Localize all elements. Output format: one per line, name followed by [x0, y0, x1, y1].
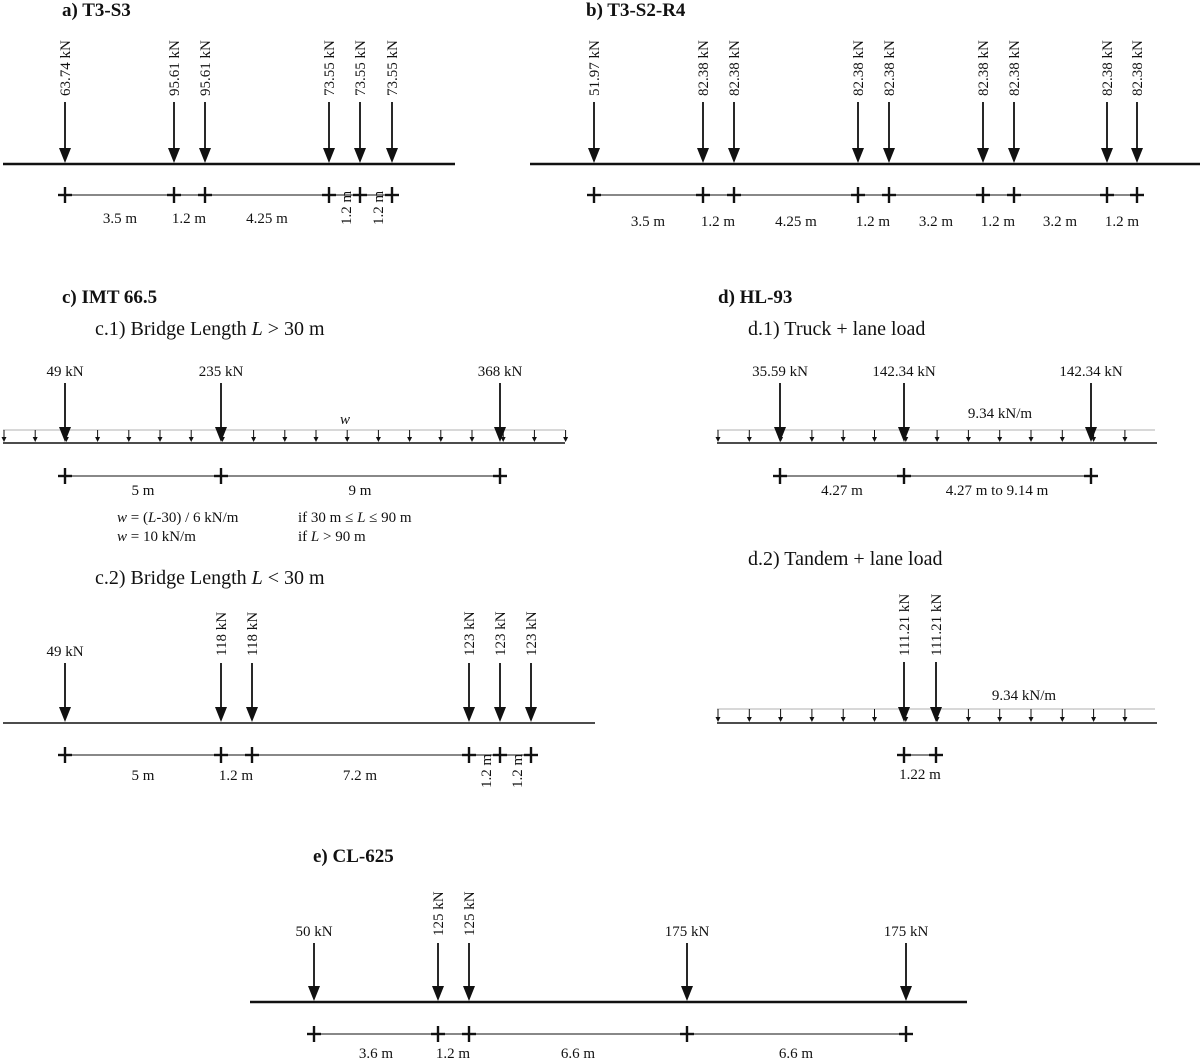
- load-label: 82.38 kN: [1100, 40, 1116, 96]
- arrowhead-icon: [997, 437, 1002, 442]
- arrowhead-icon: [563, 437, 568, 442]
- arrowhead-icon: [930, 707, 942, 722]
- dimension-label: 1.2 m: [1104, 214, 1140, 230]
- arrowhead-icon: [1101, 148, 1113, 163]
- formula-condition: if L > 90 m: [298, 529, 366, 545]
- load-label: 82.38 kN: [727, 40, 743, 96]
- load-label: 111.21 kN: [897, 593, 913, 656]
- arrowhead-icon: [407, 437, 412, 442]
- load-label: 51.97 kN: [587, 40, 603, 96]
- arrowhead-icon: [95, 437, 100, 442]
- dimension-line: [307, 1026, 913, 1060]
- arrowhead-icon: [525, 707, 537, 722]
- arrowhead-icon: [1060, 717, 1065, 722]
- arrowhead-icon: [977, 148, 989, 163]
- point-load: [493, 611, 509, 722]
- panel-a: [3, 0, 455, 227]
- arrowhead-icon: [33, 437, 38, 442]
- arrowhead-icon: [314, 437, 319, 442]
- dimension-label: 3.5 m: [630, 214, 666, 230]
- dimension-label: 3.5 m: [102, 211, 138, 227]
- point-load: [897, 594, 913, 722]
- dimension-label: 4.25 m: [775, 214, 817, 230]
- arrowhead-icon: [872, 717, 877, 722]
- arrowhead-icon: [681, 986, 693, 1001]
- dimension-line: [58, 468, 507, 499]
- point-load: [167, 40, 183, 163]
- dimension-label: 6.6 m: [560, 1046, 596, 1060]
- dimension-label: 6.6 m: [778, 1046, 814, 1060]
- arrowhead-icon: [883, 148, 895, 163]
- arrowhead-icon: [935, 437, 940, 442]
- arrowhead-icon: [251, 437, 256, 442]
- dimension-label: 1.2 m: [339, 190, 355, 225]
- arrowhead-icon: [1122, 437, 1127, 442]
- point-load: [214, 612, 230, 722]
- arrowhead-icon: [1029, 437, 1034, 442]
- load-label: 95.61 kN: [198, 40, 214, 96]
- arrowhead-icon: [308, 986, 320, 1001]
- point-load: [322, 40, 338, 163]
- point-load: [929, 594, 945, 722]
- point-load: [727, 40, 743, 163]
- load-label: 82.38 kN: [882, 40, 898, 96]
- distributed-load-label: 9.34 kN/m: [967, 406, 1033, 422]
- arrowhead-icon: [747, 437, 752, 442]
- arrowhead-icon: [1029, 717, 1034, 722]
- arrowhead-icon: [59, 707, 71, 722]
- arrowhead-icon: [900, 986, 912, 1001]
- arrowhead-icon: [323, 148, 335, 163]
- dimension-label: 1.2 m: [700, 214, 736, 230]
- arrowhead-icon: [59, 148, 71, 163]
- arrowhead-icon: [1060, 437, 1065, 442]
- panel-subtitle: d.2) Tandem + lane load: [748, 548, 943, 570]
- load-label: 82.38 kN: [1130, 40, 1146, 96]
- load-label: 82.38 kN: [696, 40, 712, 96]
- panel-title: d) HL-93: [718, 287, 793, 308]
- load-label: 118 kN: [245, 611, 261, 656]
- arrowhead-icon: [588, 148, 600, 163]
- dimension-line: [587, 187, 1144, 230]
- arrowhead-icon: [215, 427, 227, 442]
- point-load: [462, 891, 478, 1001]
- arrowhead-icon: [126, 437, 131, 442]
- arrowhead-icon: [997, 717, 1002, 722]
- load-label: 82.38 kN: [976, 40, 992, 96]
- load-label: 368 kN: [477, 364, 523, 380]
- dimension-line: [58, 747, 538, 788]
- dimension-label: 9 m: [348, 483, 372, 499]
- panel-subtitle: c.2) Bridge Length L < 30 m: [95, 567, 325, 589]
- arrowhead-icon: [354, 148, 366, 163]
- load-label: 175 kN: [664, 924, 710, 940]
- dimension-label: 4.27 m to 9.14 m: [945, 483, 1049, 499]
- formula-condition: if 30 m ≤ L ≤ 90 m: [298, 510, 412, 526]
- load-label: 125 kN: [462, 891, 478, 936]
- formula-expression: w = 10 kN/m: [117, 529, 196, 545]
- load-label: 123 kN: [462, 611, 478, 656]
- arrowhead-icon: [282, 437, 287, 442]
- point-load: [58, 40, 74, 163]
- arrowhead-icon: [215, 707, 227, 722]
- arrowhead-icon: [898, 707, 910, 722]
- distributed-load-label: w: [339, 412, 351, 428]
- dimension-label: 4.27 m: [821, 483, 863, 499]
- arrowhead-icon: [872, 437, 877, 442]
- arrowhead-icon: [966, 717, 971, 722]
- panel-b: [530, 0, 1200, 230]
- dimension-label: 5 m: [131, 768, 155, 784]
- load-label: 49 kN: [46, 364, 84, 380]
- load-label: 142.34 kN: [872, 364, 936, 380]
- point-load: [46, 644, 83, 722]
- load-label: 63.74 kN: [58, 40, 74, 96]
- dimension-label: 1.2 m: [479, 753, 495, 788]
- load-label: 235 kN: [198, 364, 244, 380]
- dimension-line: [58, 187, 399, 227]
- dimension-line: [773, 468, 1098, 499]
- arrowhead-icon: [728, 148, 740, 163]
- point-load: [696, 40, 712, 163]
- arrowhead-icon: [158, 437, 163, 442]
- load-label: 125 kN: [431, 891, 447, 936]
- load-label: 73.55 kN: [322, 40, 338, 96]
- arrowhead-icon: [898, 427, 910, 442]
- arrowhead-icon: [432, 986, 444, 1001]
- arrowhead-icon: [59, 427, 71, 442]
- load-label: 49 kN: [46, 644, 84, 660]
- point-load: [462, 611, 478, 722]
- distributed-load-label: 9.34 kN/m: [991, 688, 1057, 704]
- load-label: 123 kN: [493, 611, 509, 656]
- formula-expression: w = (L-30) / 6 kN/m: [117, 510, 239, 526]
- panel-d2: [716, 548, 1158, 783]
- load-label: 82.38 kN: [851, 40, 867, 96]
- point-load: [353, 40, 369, 163]
- panel-title: c) IMT 66.5: [62, 287, 158, 308]
- load-label: 50 kN: [295, 924, 333, 940]
- point-load: [1130, 40, 1146, 163]
- arrowhead-icon: [532, 437, 537, 442]
- panel-c2: [3, 567, 595, 788]
- arrowhead-icon: [376, 437, 381, 442]
- panel-subtitle: d.1) Truck + lane load: [748, 318, 926, 340]
- dimension-label: 1.2 m: [855, 214, 891, 230]
- dimension-label: 5 m: [131, 483, 155, 499]
- dimension-line: [897, 747, 943, 783]
- panel-c1: [2, 287, 569, 545]
- dimension-label: 1.2 m: [980, 214, 1016, 230]
- load-label: 82.38 kN: [1007, 40, 1023, 96]
- arrowhead-icon: [199, 148, 211, 163]
- point-load: [1100, 40, 1116, 163]
- point-load: [385, 40, 401, 163]
- panel-e: [250, 846, 967, 1060]
- arrowhead-icon: [386, 148, 398, 163]
- point-load: [587, 40, 603, 163]
- arrowhead-icon: [778, 717, 783, 722]
- arrowhead-icon: [747, 717, 752, 722]
- arrowhead-icon: [438, 437, 443, 442]
- arrowhead-icon: [1131, 148, 1143, 163]
- point-load: [884, 924, 929, 1001]
- load-label: 111.21 kN: [929, 593, 945, 656]
- arrowhead-icon: [809, 717, 814, 722]
- arrowhead-icon: [2, 437, 7, 442]
- arrowhead-icon: [841, 437, 846, 442]
- arrowhead-icon: [1008, 148, 1020, 163]
- arrowhead-icon: [345, 437, 350, 442]
- arrowhead-icon: [246, 707, 258, 722]
- point-load: [524, 611, 540, 722]
- load-label: 73.55 kN: [353, 40, 369, 96]
- arrowhead-icon: [852, 148, 864, 163]
- arrowhead-icon: [774, 427, 786, 442]
- dimension-label: 7.2 m: [342, 768, 378, 784]
- point-load: [665, 924, 710, 1001]
- dimension-label: 3.6 m: [358, 1046, 394, 1060]
- arrowhead-icon: [1085, 427, 1097, 442]
- arrowhead-icon: [841, 717, 846, 722]
- dimension-label: 3.2 m: [1042, 214, 1078, 230]
- arrowhead-icon: [189, 437, 194, 442]
- point-load: [882, 40, 898, 163]
- arrowhead-icon: [168, 148, 180, 163]
- point-load: [1007, 40, 1023, 163]
- arrowhead-icon: [1122, 717, 1127, 722]
- panel-title: b) T3-S2-R4: [586, 0, 686, 21]
- load-label: 35.59 kN: [752, 364, 808, 380]
- arrowhead-icon: [716, 437, 721, 442]
- load-label: 118 kN: [214, 611, 230, 656]
- arrowhead-icon: [494, 707, 506, 722]
- distributed-load: [2, 412, 569, 442]
- load-label: 73.55 kN: [385, 40, 401, 96]
- point-load: [245, 612, 261, 722]
- arrowhead-icon: [809, 437, 814, 442]
- load-label: 123 kN: [524, 611, 540, 656]
- arrowhead-icon: [966, 437, 971, 442]
- arrowhead-icon: [697, 148, 709, 163]
- arrowhead-icon: [463, 986, 475, 1001]
- load-label: 95.61 kN: [167, 40, 183, 96]
- arrowhead-icon: [716, 717, 721, 722]
- dimension-label: 1.2 m: [371, 190, 387, 225]
- load-label: 175 kN: [883, 924, 929, 940]
- dimension-label: 1.22 m: [899, 767, 941, 783]
- dimension-label: 1.2 m: [218, 768, 254, 784]
- panel-d1: [716, 287, 1158, 499]
- arrowhead-icon: [463, 707, 475, 722]
- panel-title: a) T3-S3: [62, 0, 131, 21]
- point-load: [976, 40, 992, 163]
- panel-title: e) CL-625: [313, 846, 394, 867]
- panel-subtitle: c.1) Bridge Length L > 30 m: [95, 318, 325, 340]
- load-label: 142.34 kN: [1059, 364, 1123, 380]
- dimension-label: 1.2 m: [171, 211, 207, 227]
- point-load: [431, 891, 447, 1001]
- point-load: [198, 40, 214, 163]
- point-load: [851, 40, 867, 163]
- dimension-label: 1.2 m: [435, 1046, 471, 1060]
- dimension-label: 4.25 m: [246, 211, 288, 227]
- point-load: [295, 924, 332, 1001]
- arrowhead-icon: [470, 437, 475, 442]
- dimension-label: 3.2 m: [918, 214, 954, 230]
- arrowhead-icon: [1091, 717, 1096, 722]
- dimension-label: 1.2 m: [510, 753, 526, 788]
